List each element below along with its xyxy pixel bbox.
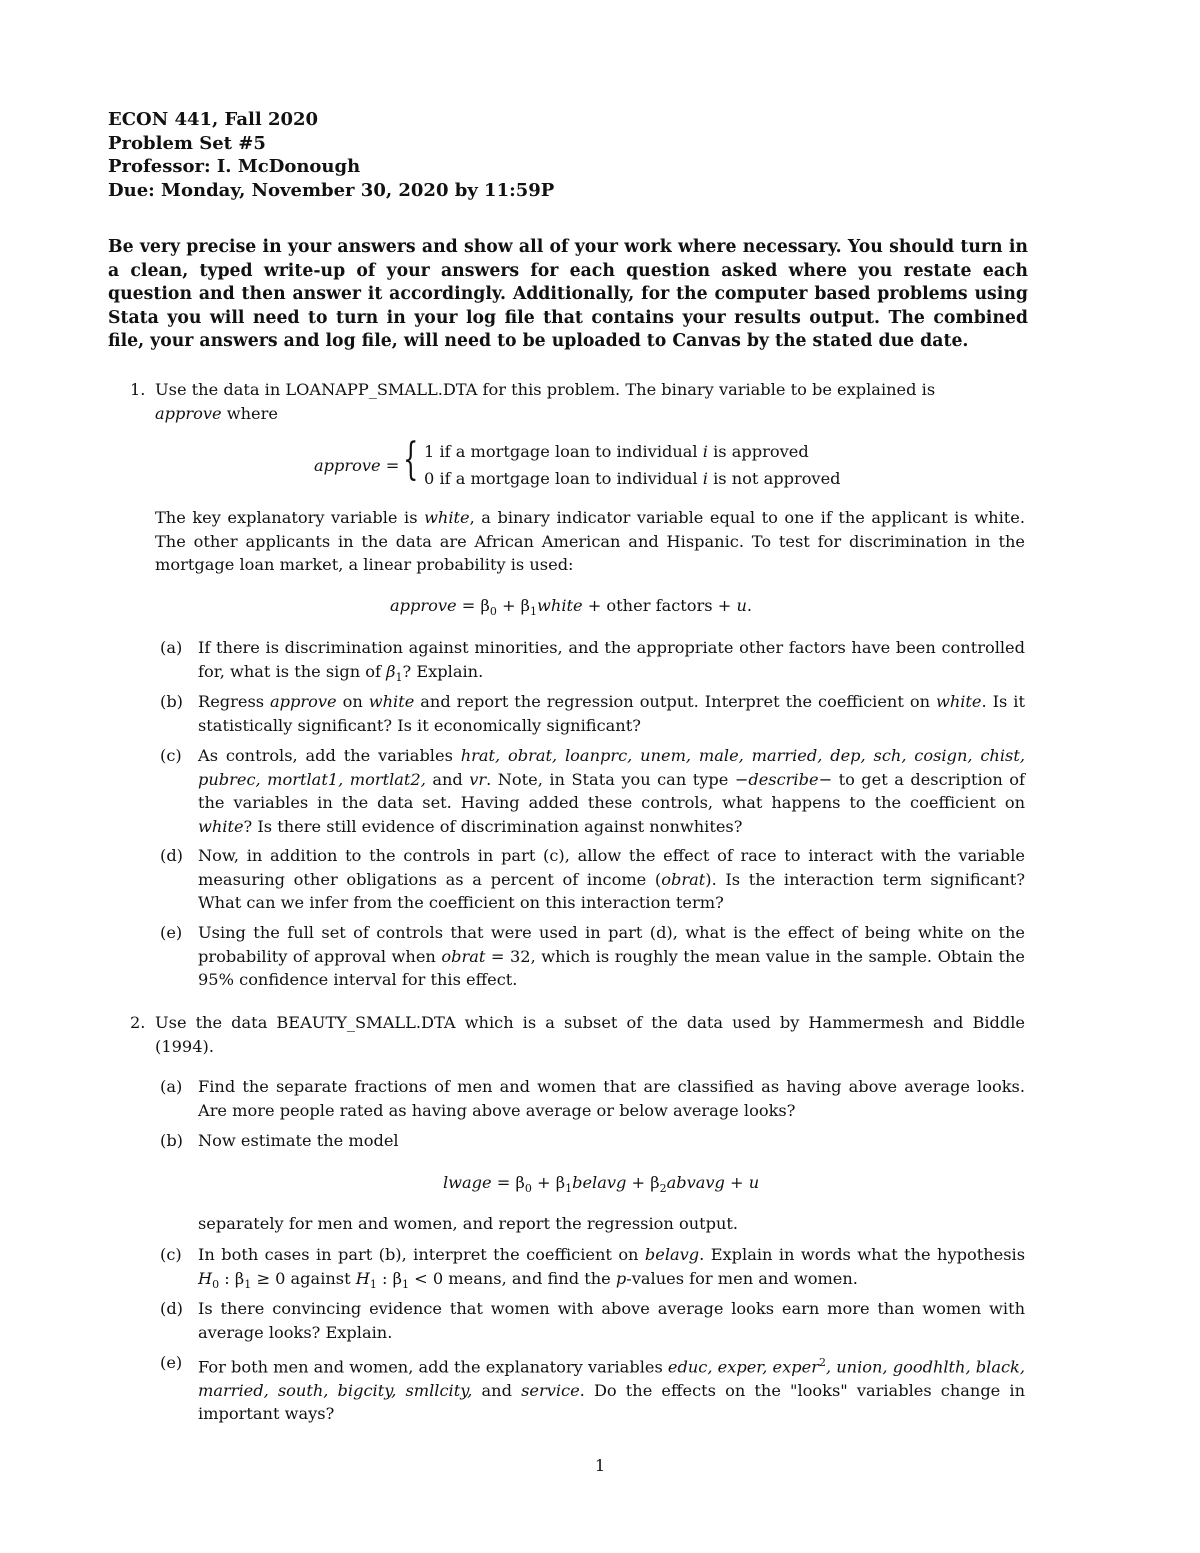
lpm-dot: . <box>746 596 753 615</box>
q1-b-3: and report the regression output. Interpret the coefficient on <box>414 692 936 711</box>
case-2-end: is not approved <box>713 469 841 488</box>
due-date-line: Due: Monday, November 30, 2020 by 11:59P <box>108 179 555 201</box>
case-brace: { <box>403 434 419 485</box>
q2-e-vars-1: educ, exper, exper <box>667 1357 819 1377</box>
var-white: white <box>424 508 470 527</box>
q1-lead-text: Use the data in LOANAPP_SMALL.DTA for this problem. The binary variable to be explained is <box>155 380 936 399</box>
q2-c-h0-sub: 0 <box>212 1277 220 1291</box>
q2-b-after: separately for men and women, and report the regression output. <box>198 1214 739 1233</box>
q1-b-2: on <box>336 692 369 711</box>
course-title: ECON 441, Fall 2020 <box>108 109 319 130</box>
q1-e-1: Using the full set of controls that were used in part (d), what is the effect of being white on the probability of approval when <box>198 923 1025 966</box>
case-1-text: 1 if a mortgage loan to individual <box>424 442 698 461</box>
approve-lhs <box>314 454 399 478</box>
q2-a-text: Find the separate fractions of men and women that are classified as having above average looks. Are more people rated as having above average or below average looks? <box>198 1077 1025 1120</box>
q1-a-text <box>198 636 1025 689</box>
eq-sub-2: 2 <box>659 1182 667 1196</box>
q1-c-vars: hrat, obrat, loanprc, unem, male, married, dep, sch, cosign, chist, pubrec, mortlat1, mortlat2, <box>198 746 1025 789</box>
q1-c-label: (c) <box>160 746 182 765</box>
q2-e-text <box>198 1351 1025 1426</box>
approve-lhs-text: approve = <box>314 456 400 475</box>
q2-c-h1-sub: 1 <box>369 1277 377 1291</box>
q2-c-h1: H <box>355 1268 370 1288</box>
q1-a-beta: β <box>386 661 396 681</box>
q1-b-white-2: white <box>935 692 982 711</box>
key-variable-paragraph <box>155 506 1025 577</box>
question-1-lead <box>155 378 1025 425</box>
q2-c-text <box>198 1243 1025 1296</box>
eq-part-2: + β <box>531 1173 566 1192</box>
q1-b-text <box>198 690 1025 737</box>
case-1-i: i <box>702 442 708 461</box>
header-block <box>108 108 554 202</box>
q1-a-1: If there is discrimination against minorities, and the appropriate other factors have been controlled for, what is the sign of <box>198 638 1025 681</box>
q1-e-text <box>198 921 1025 992</box>
case-1-end: is approved <box>713 442 809 461</box>
q1-b-label: (b) <box>160 692 183 711</box>
q1-b-1: Regress <box>198 692 271 711</box>
q2-c-h0: H <box>198 1268 213 1288</box>
eq-lwage: lwage <box>443 1173 492 1192</box>
q1-lead-text-2: where <box>221 403 278 423</box>
q2-b-label: (b) <box>160 1131 183 1150</box>
case-1 <box>424 440 809 464</box>
key-text-2: , a binary indicator variable equal to one if the applicant is white. The other applicants in the data are African American and Hispanic. To test for discrimination in the mortgage loan market, a linear probability is used: <box>155 508 1026 574</box>
lpm-b0: 0 <box>489 605 497 619</box>
q2-c-5: : β <box>376 1268 402 1288</box>
q2-d-text: Is there convincing evidence that women with above average looks earn more than women with average looks? Explain. <box>198 1299 1025 1342</box>
key-text-1: The key explanatory variable is <box>155 508 425 527</box>
q1-c-vr: vr <box>469 769 487 789</box>
lpm-white: white <box>537 596 583 615</box>
eq-part-1: = β <box>491 1173 525 1192</box>
lpm-u: u <box>736 596 747 615</box>
q1-d-text <box>198 844 1025 915</box>
lpm-eq: = β <box>456 596 490 615</box>
case-2-text: 0 if a mortgage loan to individual <box>424 469 698 488</box>
var-approve: approve <box>155 403 222 423</box>
q2-e-2: and <box>472 1380 522 1400</box>
q2-e-1: For both men and women, add the explanatory variables <box>198 1357 668 1377</box>
q1-c-2: and <box>425 769 470 789</box>
q1-c-text <box>198 744 1025 838</box>
q2-c-1: In both cases in part (b), interpret the coefficient on <box>198 1245 645 1264</box>
q2-c-4: ≥ 0 against <box>251 1268 356 1288</box>
q2-c-p: p <box>615 1268 627 1288</box>
q2-e-sup: 2 <box>818 1356 826 1369</box>
q1-c-describe: −describe− <box>734 769 833 789</box>
case-2-i: i <box>702 469 708 488</box>
q2-c-belavg: belavg <box>644 1245 700 1264</box>
eq-sub-1: 1 <box>565 1182 573 1196</box>
eq-belavg: belavg <box>572 1173 627 1192</box>
q2-c-5-sub: 1 <box>402 1277 409 1291</box>
q1-c-1: As controls, add the variables <box>198 746 461 765</box>
q1-c-white: white <box>198 816 244 836</box>
lpm-rest: + other factors + <box>582 596 737 615</box>
eq-u: u <box>748 1173 760 1192</box>
q2-a-label: (a) <box>160 1077 183 1096</box>
lpm-b1: 1 <box>530 605 538 619</box>
q2-b-text: Now estimate the model <box>198 1131 399 1150</box>
q1-b-4: . Is it statistically significant? Is it economically significant? <box>198 692 1025 735</box>
q1-a-sub: 1 <box>395 670 403 684</box>
question-2-lead: Use the data BEAUTY_SMALL.DTA which is a subset of the data used by Hammermesh and Biddle (1994). <box>155 1013 1025 1056</box>
eq-abvavg: abvavg <box>666 1173 725 1192</box>
q1-e-2: = 32, which is roughly the mean value in the sample. Obtain the 95% confidence interval for this effect. <box>198 946 1026 989</box>
problem-set-title: Problem Set #5 <box>108 132 266 154</box>
q2-c-3-sub: 1 <box>244 1277 252 1291</box>
q1-d-2: ). Is the interaction term significant? What can we infer from the coefficient on this interaction term? <box>198 869 1025 912</box>
q2-e-3: . Do the effects on the "looks" variables change in important ways? <box>198 1380 1025 1424</box>
lpm-equation <box>390 594 752 624</box>
case-2 <box>424 467 841 491</box>
q2-c-3: : β <box>219 1268 245 1288</box>
q2-c-7: -values for men and women. <box>626 1268 858 1288</box>
q1-b-white: white <box>368 692 415 711</box>
question-1-number: 1. <box>130 380 146 399</box>
q2-c-2: . Explain in words what the hypothesis <box>699 1245 1025 1264</box>
q2-c-6: < 0 means, and find the <box>409 1268 616 1288</box>
lpm-lhs: approve <box>390 596 457 615</box>
instructions-paragraph: Be very precise in your answers and show all of your work where necessary. You should turn in a clean, typed write-up of your answers for each question asked where you restate each question and then answer it accordingly. Additionally, for the computer based problems using Stata you will need to turn in your log file that contains your results output. The combined file, your answers and log file, will need to be uploaded to Canvas by the stated due date. <box>108 237 1028 351</box>
q2-e-label: (e) <box>160 1353 183 1372</box>
q1-c-3: . Note, in Stata you can type <box>486 769 735 789</box>
q1-c-4: to get a description of the variables in the data set. Having added these controls, what happens to the coefficient on <box>198 769 1026 812</box>
q1-d-obrat: obrat <box>661 869 706 889</box>
eq-part-3: + β <box>626 1173 660 1192</box>
question-2-number: 2. <box>130 1013 146 1032</box>
q1-a-label: (a) <box>160 638 183 657</box>
q1-e-label: (e) <box>160 923 183 942</box>
q1-c-5: ? Is there still evidence of discrimination against nonwhites? <box>243 816 743 836</box>
q1-b-approve: approve <box>270 692 337 711</box>
q2-e-vars-2: , union, goodhlth, black, married, south, bigcity, smllcity, <box>198 1357 1025 1400</box>
q1-a-2: ? Explain. <box>402 661 484 681</box>
lpm-plus: + β <box>496 596 531 615</box>
eq-part-4: + <box>724 1173 749 1192</box>
professor-line: Professor: I. McDonough <box>108 156 361 177</box>
q2-c-label: (c) <box>160 1245 182 1264</box>
q2-e-service: service <box>521 1380 580 1400</box>
page-number: 1 <box>594 1456 606 1475</box>
q1-d-label: (d) <box>160 846 183 865</box>
eq-sub-0: 0 <box>524 1182 532 1196</box>
q2-d-label: (d) <box>160 1299 183 1318</box>
q1-e-obrat: obrat <box>441 946 486 966</box>
q1-d-1: Now, in addition to the controls in part (c), allow the effect of race to interact with the variable measuring other obligations as a percent of income ( <box>198 846 1025 889</box>
lwage-equation <box>443 1171 759 1201</box>
